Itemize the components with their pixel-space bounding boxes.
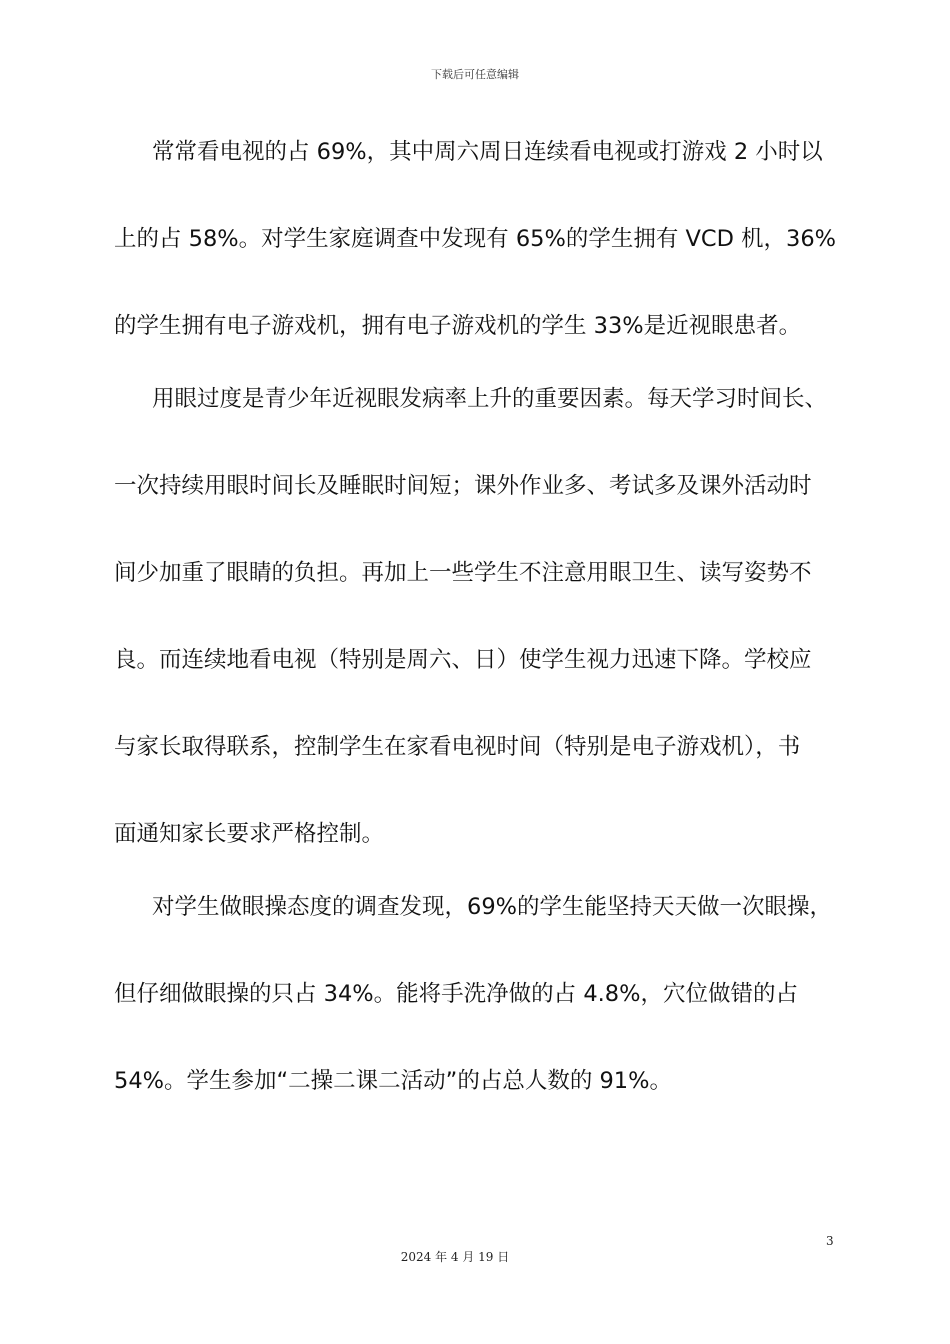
paragraph-line: 良。而连续地看电视（特别是周六、日）使学生视力迅速下降。学校应 xyxy=(114,647,812,673)
paragraph-line: 上的占 58%。对学生家庭调查中发现有 65%的学生拥有 VCD 机，36% xyxy=(114,226,837,252)
paragraph-line: 54%。学生参加“二操二课二活动”的占总人数的 91%。 xyxy=(114,1068,672,1094)
paragraph-line: 面通知家长要求严格控制。 xyxy=(114,821,385,847)
paragraph-line: 一次持续用眼时间长及睡眠时间短；课外作业多、考试多及课外活动时 xyxy=(114,473,812,499)
paragraph-line: 常常看电视的占 69%，其中周六周日连续看电视或打游戏 2 小时以 xyxy=(152,139,823,165)
page-number: 3 xyxy=(826,1234,834,1248)
page-header: 下载后可任意编辑 xyxy=(431,68,519,81)
paragraph-line: 用眼过度是青少年近视眼发病率上升的重要因素。每天学习时间长、 xyxy=(152,386,828,412)
footer-date: 2024 年 4 月 19 日 xyxy=(400,1250,510,1264)
paragraph-line: 与家长取得联系，控制学生在家看电视时间（特别是电子游戏机），书 xyxy=(114,734,801,760)
paragraph-line: 间少加重了眼睛的负担。再加上一些学生不注意用眼卫生、读写姿势不 xyxy=(114,560,812,586)
paragraph-line: 对学生做眼操态度的调查发现，69%的学生能坚持天天做一次眼操， xyxy=(152,894,833,920)
paragraph-line: 但仔细做眼操的只占 34%。能将手洗净做的占 4.8%，穴位做错的占 xyxy=(114,981,798,1007)
paragraph-line: 的学生拥有电子游戏机，拥有电子游戏机的学生 33%是近视眼患者。 xyxy=(114,313,802,339)
